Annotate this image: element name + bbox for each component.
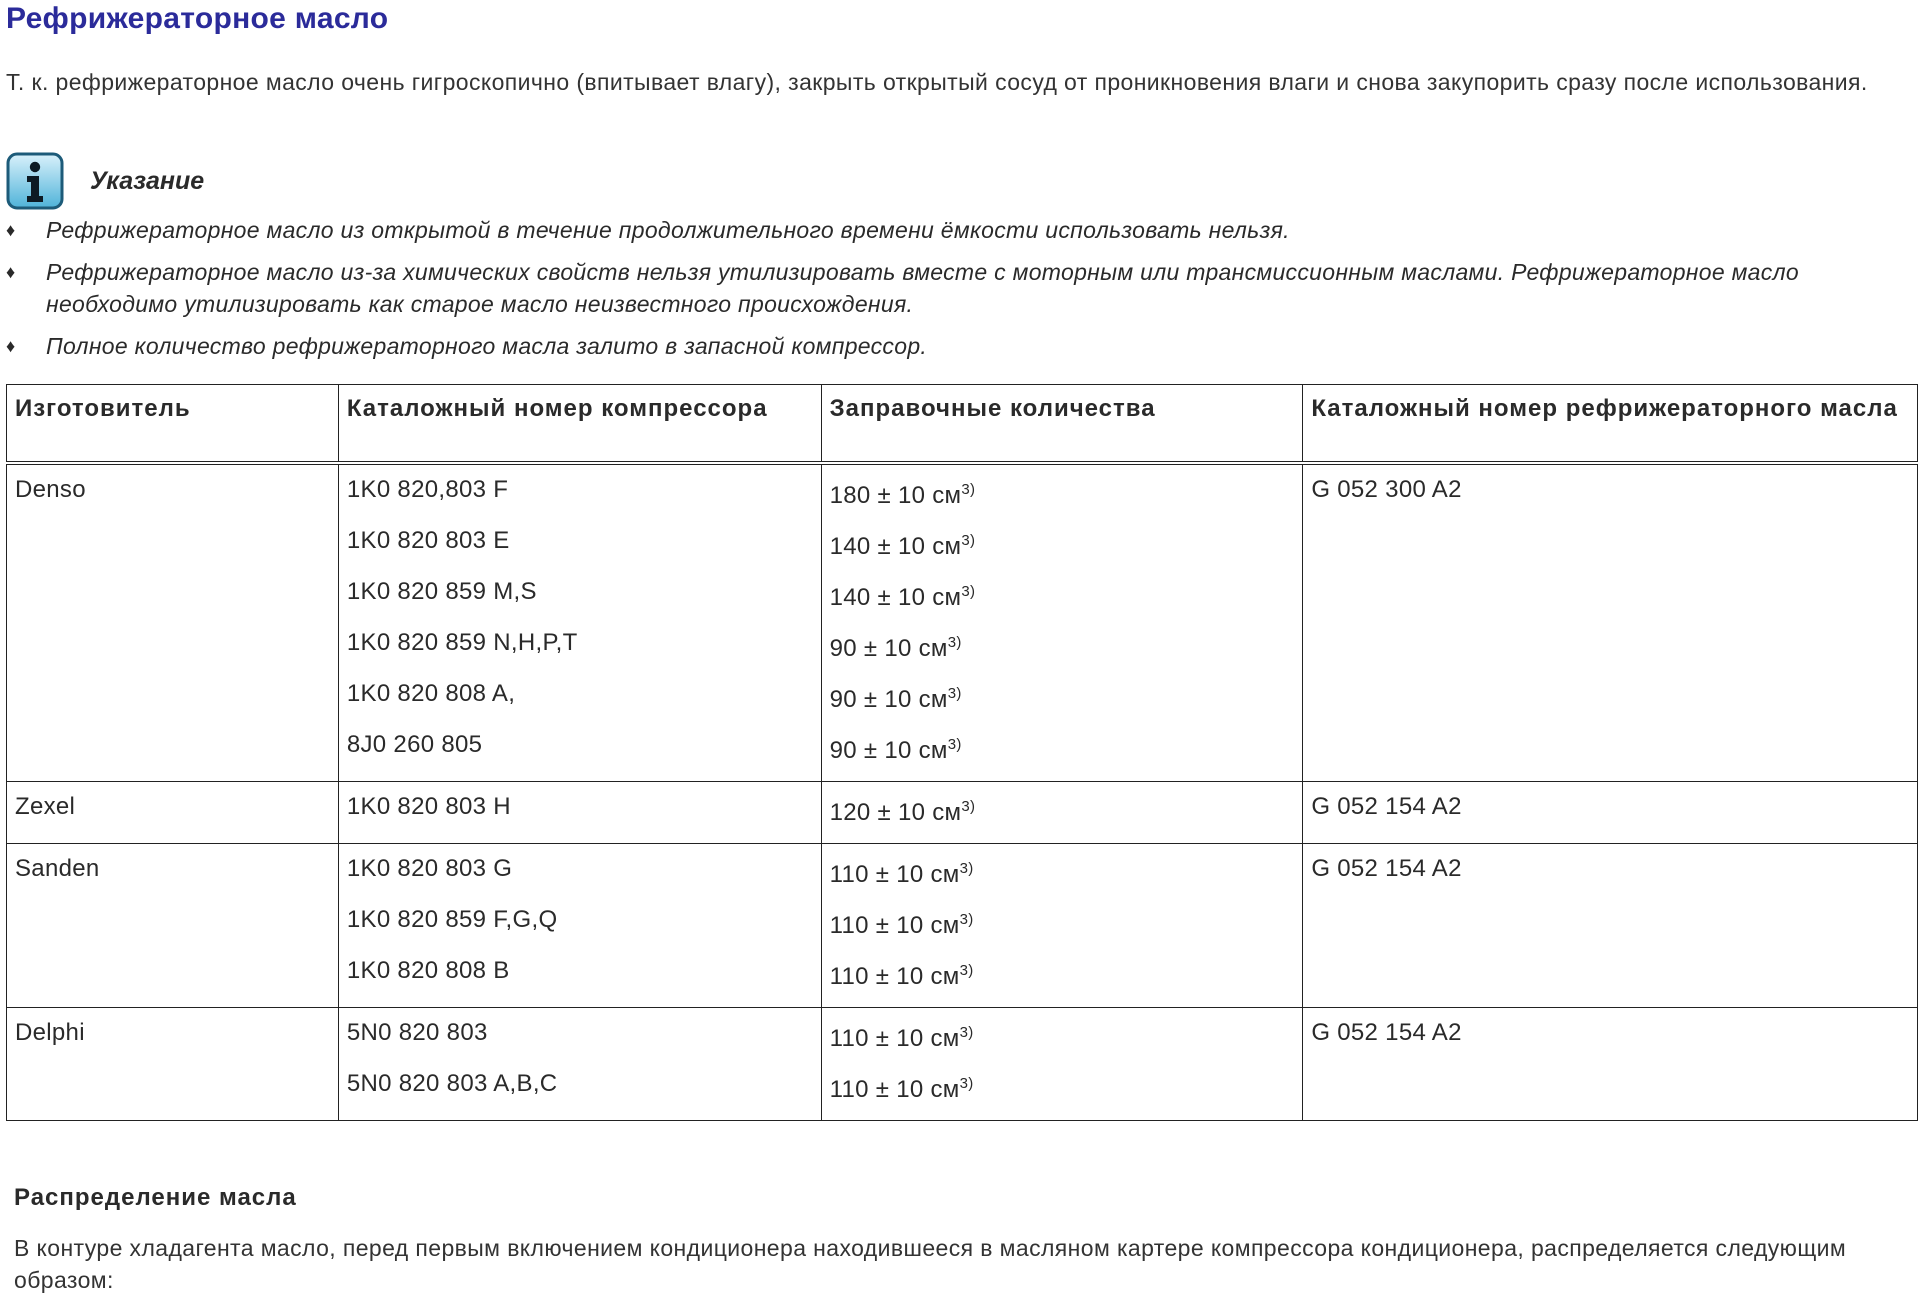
footnote-ref: 3) bbox=[959, 1024, 974, 1041]
quantity-value: 110 ± 10 см bbox=[829, 1025, 960, 1052]
quantity-value: 90 ± 10 см bbox=[829, 686, 948, 713]
cell-fill-quantities bbox=[821, 844, 1303, 1008]
cell-oil-number bbox=[1303, 1008, 1918, 1121]
fill-quantity bbox=[830, 726, 1295, 777]
footnote-ref: 3) bbox=[961, 583, 976, 600]
compressor-number: 5N0 820 803 A,B,C bbox=[346, 1070, 558, 1097]
bullet-icon: ♦ bbox=[6, 262, 16, 282]
quantity-value: 90 ± 10 см bbox=[829, 635, 948, 662]
intro-paragraph: Т. к. рефрижераторное масло очень гигроскопично (впитывает влагу), закрыть открытый сосуд от проникновения влаги и снова закупорить сразу после использования. bbox=[6, 69, 1868, 95]
fill-quantity bbox=[830, 573, 1295, 624]
footnote-ref: 3) bbox=[959, 962, 974, 979]
fill-quantity bbox=[830, 788, 1295, 839]
footnote-ref: 3) bbox=[959, 911, 974, 928]
compressor-number: 1K0 820 803 G bbox=[346, 855, 513, 882]
cell-oil-number bbox=[1303, 782, 1918, 844]
manufacturer-name: Delphi bbox=[15, 1019, 85, 1046]
quantity-value: 110 ± 10 см bbox=[829, 1076, 960, 1103]
oil-number: G 052 154 A2 bbox=[1311, 1019, 1462, 1046]
note-item bbox=[6, 256, 1906, 320]
note-item bbox=[6, 330, 1906, 362]
fill-quantity bbox=[830, 471, 1295, 522]
cell-fill-quantities bbox=[821, 782, 1303, 844]
quantity-value: 140 ± 10 см bbox=[829, 533, 962, 560]
oil-number: G 052 154 A2 bbox=[1311, 855, 1462, 882]
table-header-row bbox=[7, 385, 1918, 464]
footnote-ref: 3) bbox=[959, 860, 974, 877]
cell-compressor-numbers bbox=[338, 782, 821, 844]
note-list bbox=[6, 214, 1906, 362]
info-icon bbox=[6, 152, 64, 210]
compressor-number: 1K0 820 859 M,S bbox=[346, 578, 537, 605]
compressor-number: 1K0 820 808 B bbox=[346, 957, 510, 984]
fill-quantity bbox=[830, 624, 1295, 675]
cell-compressor-numbers bbox=[338, 844, 821, 1008]
fill-quantity bbox=[830, 675, 1295, 726]
table-row bbox=[7, 1008, 1918, 1121]
footnote-ref: 3) bbox=[947, 685, 962, 702]
quantity-value: 90 ± 10 см bbox=[829, 737, 948, 764]
cell-compressor-numbers bbox=[338, 463, 821, 782]
cell-manufacturer bbox=[7, 1008, 339, 1121]
note-text: Рефрижераторное масло из открытой в течение продолжительного времени ёмкости использовать нельзя. bbox=[46, 217, 1290, 243]
fill-quantity bbox=[830, 850, 1295, 901]
cell-manufacturer bbox=[7, 844, 339, 1008]
table-row bbox=[7, 463, 1918, 782]
quantity-value: 140 ± 10 см bbox=[829, 584, 962, 611]
section-text: В контуре хладагента масло, перед первым включением кондиционера находившееся в масляном картере компрессора кондиционера, распределяется следующим образом: bbox=[14, 1235, 1847, 1293]
oil-quantity-table bbox=[6, 384, 1918, 1121]
fill-quantity bbox=[830, 1065, 1295, 1116]
cell-fill-quantities bbox=[821, 1008, 1303, 1121]
footnote-ref: 3) bbox=[959, 1075, 974, 1092]
compressor-number: 1K0 820,803 F bbox=[346, 476, 509, 503]
manufacturer-name: Denso bbox=[15, 476, 86, 503]
cell-oil-number bbox=[1303, 463, 1918, 782]
note-item bbox=[6, 214, 1906, 246]
manufacturer-name: Zexel bbox=[15, 793, 76, 820]
fill-quantity bbox=[830, 952, 1295, 1003]
quantity-value: 180 ± 10 см bbox=[829, 482, 962, 509]
footnote-ref: 3) bbox=[961, 481, 976, 498]
cell-fill-quantities bbox=[821, 463, 1303, 782]
note-label: Указание bbox=[90, 166, 205, 195]
header-fill-quantity: Заправочные количества bbox=[821, 385, 1303, 464]
footnote-ref: 3) bbox=[947, 634, 962, 651]
fill-quantity bbox=[830, 1014, 1295, 1065]
bullet-icon: ♦ bbox=[6, 336, 16, 356]
manufacturer-name: Sanden bbox=[15, 855, 100, 882]
note-header bbox=[6, 152, 204, 210]
compressor-number: 1K0 820 859 N,H,P,T bbox=[346, 629, 578, 656]
quantity-value: 110 ± 10 см bbox=[829, 912, 960, 939]
header-manufacturer: Изготовитель bbox=[7, 385, 339, 464]
footnote-ref: 3) bbox=[961, 798, 976, 815]
compressor-number: 1K0 820 808 A, bbox=[346, 680, 516, 707]
footnote-ref: 3) bbox=[947, 736, 962, 753]
cell-compressor-numbers bbox=[338, 1008, 821, 1121]
quantity-value: 110 ± 10 см bbox=[829, 963, 960, 990]
footnote-ref: 3) bbox=[961, 532, 976, 549]
cell-manufacturer bbox=[7, 463, 339, 782]
table-row bbox=[7, 844, 1918, 1008]
quantity-value: 110 ± 10 см bbox=[829, 861, 960, 888]
note-text: Рефрижераторное масло из-за химических свойств нельзя утилизировать вместе с моторным или трансмиссионным маслами. Рефрижераторное масло необходимо утилизировать как старое масло неизвестного происхождения. bbox=[46, 259, 1799, 317]
compressor-number: 1K0 820 859 F,G,Q bbox=[346, 906, 558, 933]
cell-oil-number bbox=[1303, 844, 1918, 1008]
bullet-icon: ♦ bbox=[6, 220, 16, 240]
table-row bbox=[7, 782, 1918, 844]
fill-quantity bbox=[830, 901, 1295, 952]
page-title: Рефрижераторное масло bbox=[6, 2, 389, 35]
section-title: Распределение масла bbox=[14, 1184, 297, 1211]
header-oil-number: Каталожный номер рефрижераторного масла bbox=[1303, 385, 1918, 464]
compressor-number: 1K0 820 803 E bbox=[346, 527, 510, 554]
oil-number: G 052 154 A2 bbox=[1311, 793, 1462, 820]
compressor-number: 8J0 260 805 bbox=[346, 731, 483, 758]
oil-number: G 052 300 A2 bbox=[1311, 476, 1462, 503]
cell-manufacturer bbox=[7, 782, 339, 844]
compressor-number: 1K0 820 803 H bbox=[346, 793, 511, 820]
quantity-value: 120 ± 10 см bbox=[829, 799, 962, 826]
note-text: Полное количество рефрижераторного масла залито в запасной компрессор. bbox=[46, 333, 928, 359]
compressor-number: 5N0 820 803 bbox=[346, 1019, 488, 1046]
fill-quantity bbox=[830, 522, 1295, 573]
header-compressor-number: Каталожный номер компрессора bbox=[338, 385, 821, 464]
